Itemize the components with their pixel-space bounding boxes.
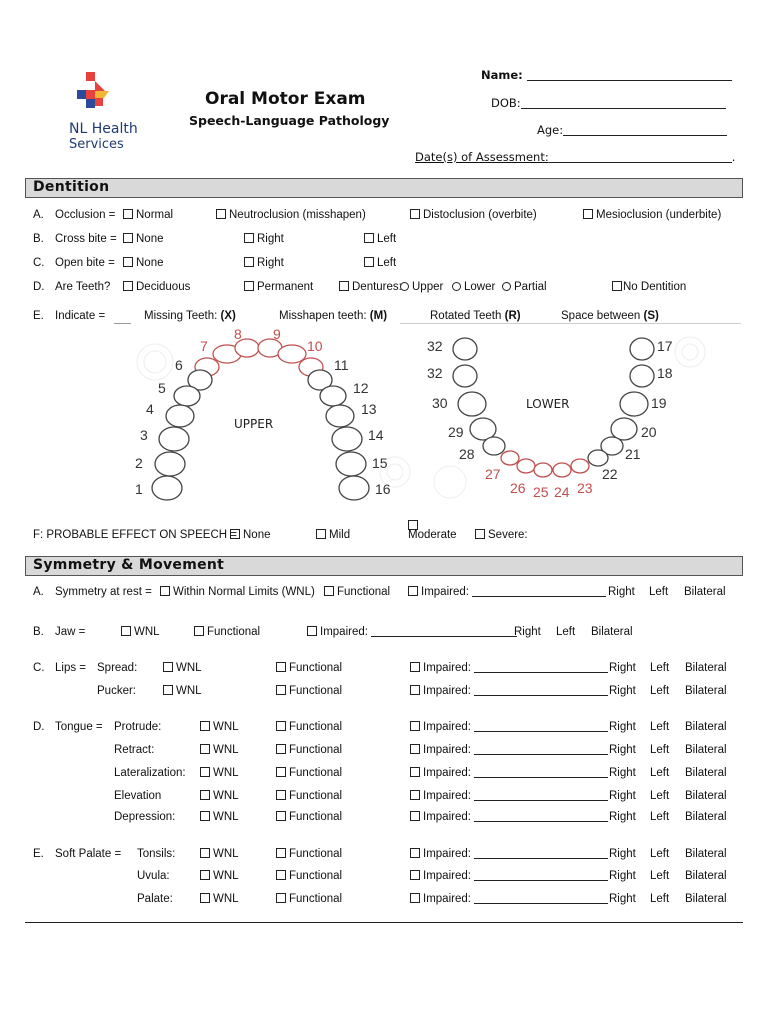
tooth-number: 5 xyxy=(158,380,166,396)
row-letter: B. xyxy=(33,233,44,245)
side-right[interactable]: Right xyxy=(609,870,636,882)
option-label: No Dentition xyxy=(623,281,687,293)
occlusion-mesio-checkbox[interactable] xyxy=(583,209,721,221)
option-label: WNL xyxy=(134,626,160,638)
option-label: Functional xyxy=(289,870,343,882)
option-label: Functional xyxy=(289,721,343,733)
row-letter: D. xyxy=(33,281,45,293)
openbite-left-checkbox[interactable] xyxy=(364,257,396,269)
option-label: Mesioclusion (underbite) xyxy=(596,209,722,221)
age-field[interactable] xyxy=(537,123,727,137)
option-label: Functional xyxy=(337,586,391,598)
functional-checkbox[interactable] xyxy=(276,893,342,905)
impaired-field[interactable] xyxy=(410,811,608,823)
misshapen-teeth-label: Misshapen teeth: (M) xyxy=(279,310,388,322)
crossbite-label: Cross bite = xyxy=(55,233,117,245)
functional-checkbox[interactable] xyxy=(276,848,342,860)
option-label: Impaired: xyxy=(423,767,471,779)
tooth-number: 27 xyxy=(485,466,501,482)
dob-field[interactable] xyxy=(491,96,726,110)
indicate-label: Indicate = xyxy=(55,310,106,322)
dentures-partial-radio[interactable] xyxy=(502,281,547,293)
jaw-impaired-field[interactable] xyxy=(307,626,517,638)
tooth-number: 16 xyxy=(375,481,391,497)
missing-teeth-label: Missing Teeth: (X) xyxy=(144,310,236,322)
side-bilateral[interactable]: Bilateral xyxy=(685,893,727,905)
functional-checkbox[interactable] xyxy=(276,811,342,823)
option-label: Functional xyxy=(289,848,343,860)
row-letter: A. xyxy=(33,209,44,221)
side-left[interactable]: Left xyxy=(650,685,670,697)
tongue-item-label: Lateralization: xyxy=(114,767,186,779)
lips-spread-label: Spread: xyxy=(97,662,138,674)
page-title: Oral Motor Exam xyxy=(205,89,366,109)
option-label: Dentures: xyxy=(352,281,402,293)
upper-arch-diagram xyxy=(125,322,415,512)
jaw-label: Jaw = xyxy=(55,626,86,638)
functional-checkbox[interactable] xyxy=(276,790,342,802)
name-field[interactable] xyxy=(481,68,732,82)
rotated-teeth-label: Rotated Teeth (R) xyxy=(430,310,521,322)
impaired-field[interactable] xyxy=(410,721,608,733)
option-label: WNL xyxy=(213,893,239,905)
lips-label: Lips = xyxy=(55,662,87,674)
side-right[interactable]: Right xyxy=(609,744,636,756)
option-label: Partial xyxy=(514,281,547,293)
impaired-field[interactable] xyxy=(410,848,608,860)
option-label: Neutroclusion (misshapen) xyxy=(229,209,366,221)
date-label: Date(s) of Assessment: xyxy=(415,150,549,164)
option-label: Impaired: xyxy=(423,662,471,674)
side-bilateral[interactable]: Bilateral xyxy=(685,744,727,756)
side-bilateral[interactable]: Bilateral xyxy=(685,685,727,697)
option-label: Distoclusion (overbite) xyxy=(423,209,537,221)
teeth-label: Are Teeth? xyxy=(55,281,111,293)
option-label: WNL xyxy=(213,790,239,802)
tooth-number: 3 xyxy=(140,427,148,443)
option-label: Permanent xyxy=(257,281,314,293)
side-right[interactable]: Right xyxy=(609,685,636,697)
functional-checkbox[interactable] xyxy=(276,870,342,882)
functional-checkbox[interactable] xyxy=(276,685,342,697)
option-label: Impaired: xyxy=(423,811,471,823)
tooth-number: 21 xyxy=(625,446,641,462)
row-letter: E. xyxy=(33,848,44,860)
side-right[interactable]: Right xyxy=(609,811,636,823)
option-label: Functional xyxy=(289,662,343,674)
dentures-upper-radio[interactable] xyxy=(400,281,443,293)
impaired-field[interactable] xyxy=(410,744,608,756)
tooth-number: 22 xyxy=(602,466,618,482)
option-label: Severe: xyxy=(488,529,528,541)
option-label: WNL xyxy=(213,767,239,779)
option-label: Impaired: xyxy=(423,790,471,802)
functional-checkbox[interactable] xyxy=(276,662,342,674)
side-left[interactable]: Left xyxy=(650,744,670,756)
tooth-number: 7 xyxy=(200,338,208,354)
row-letter: E. xyxy=(33,310,44,322)
wnl-checkbox[interactable] xyxy=(200,721,239,733)
palate-item-label: Palate: xyxy=(137,893,173,905)
impaired-field[interactable] xyxy=(410,662,608,674)
tooth-number: 10 xyxy=(307,338,323,354)
side-right[interactable]: Right xyxy=(609,893,636,905)
openbite-label: Open bite = xyxy=(55,257,115,269)
wnl-checkbox[interactable] xyxy=(200,767,239,779)
wnl-checkbox[interactable] xyxy=(200,811,239,823)
space-between-label: Space between (S) xyxy=(561,310,659,322)
bottom-divider xyxy=(25,922,743,923)
tongue-item-label: Retract: xyxy=(114,744,155,756)
brand-name: NL Health xyxy=(69,121,138,137)
option-label: Impaired: xyxy=(423,744,471,756)
tooth-number: 20 xyxy=(641,424,657,440)
jaw-functional-checkbox[interactable] xyxy=(194,626,260,638)
age-label: Age: xyxy=(537,123,564,137)
side-bilateral[interactable]: Bilateral xyxy=(685,662,727,674)
tooth-number: 13 xyxy=(361,401,377,417)
tooth-number: 30 xyxy=(432,395,448,411)
effect-none-checkbox[interactable] xyxy=(230,529,271,541)
side-left[interactable]: Left xyxy=(650,811,670,823)
option-label: Impaired: xyxy=(423,685,471,697)
option-label: WNL xyxy=(213,870,239,882)
option-label: Functional xyxy=(289,893,343,905)
row-letter: B. xyxy=(33,626,44,638)
page-subtitle: Speech-Language Pathology xyxy=(189,113,390,128)
option-label: Lower xyxy=(464,281,496,293)
side-left[interactable]: Left xyxy=(650,870,670,882)
option-label: Mild xyxy=(329,529,351,541)
no-dentition-checkbox[interactable] xyxy=(612,281,686,293)
dob-label: DOB: xyxy=(491,96,521,110)
rest-impaired-field[interactable] xyxy=(408,586,606,598)
row-letter: C. xyxy=(33,257,45,269)
symmetry-heading: Symmetry & Movement xyxy=(33,557,225,573)
tooth-number: 28 xyxy=(459,446,475,462)
tongue-label: Tongue = xyxy=(55,721,103,733)
tooth-number: 9 xyxy=(273,326,281,342)
lower-arch-diagram xyxy=(420,322,720,502)
option-label: Left xyxy=(377,233,397,245)
wnl-checkbox[interactable] xyxy=(200,870,239,882)
tooth-number: 8 xyxy=(234,326,242,342)
effect-severe-checkbox[interactable] xyxy=(475,529,528,541)
option-label: None xyxy=(243,529,271,541)
tooth-number: 12 xyxy=(353,380,369,396)
impaired-field[interactable] xyxy=(410,767,608,779)
impaired-field[interactable] xyxy=(410,893,608,905)
palate-item-label: Tonsils: xyxy=(137,848,176,860)
palate-item-label: Uvula: xyxy=(137,870,170,882)
wnl-checkbox[interactable] xyxy=(200,893,239,905)
option-label: Upper xyxy=(412,281,444,293)
dentition-heading: Dentition xyxy=(33,179,110,195)
option-label: WNL xyxy=(213,811,239,823)
wnl-checkbox[interactable] xyxy=(200,744,239,756)
option-label: Functional xyxy=(289,811,343,823)
option-label: Functional xyxy=(289,685,343,697)
effect-mild-checkbox[interactable] xyxy=(316,529,350,541)
option-label: Functional xyxy=(207,626,261,638)
wnl-checkbox[interactable] xyxy=(200,848,239,860)
dentures-checkbox[interactable] xyxy=(339,281,402,293)
rest-wnl-checkbox[interactable] xyxy=(160,586,315,598)
option-label: Right xyxy=(257,257,284,269)
rest-functional-checkbox[interactable] xyxy=(324,586,390,598)
impaired-field[interactable] xyxy=(410,790,608,802)
occlusion-disto-checkbox[interactable] xyxy=(410,209,537,221)
side-left[interactable]: Left xyxy=(650,662,670,674)
logo-mark-icon xyxy=(74,70,120,116)
effect-label: F: PROBABLE EFFECT ON SPEECH = xyxy=(33,529,237,541)
openbite-none-checkbox[interactable] xyxy=(123,257,164,269)
option-label: WNL xyxy=(213,721,239,733)
lips-pucker-label: Pucker: xyxy=(97,685,136,697)
openbite-right-checkbox[interactable] xyxy=(244,257,284,269)
tongue-item-label: Elevation xyxy=(114,790,162,802)
option-label: Impaired: xyxy=(423,870,471,882)
option-label: Impaired: xyxy=(421,586,469,598)
tooth-number: 32 xyxy=(427,338,443,354)
tooth-number: 19 xyxy=(651,395,667,411)
option-label: Functional xyxy=(289,790,343,802)
upper-label: UPPER xyxy=(234,417,274,431)
option-label: Normal xyxy=(136,209,174,221)
side-left[interactable]: Left xyxy=(650,848,670,860)
crossbite-right-checkbox[interactable] xyxy=(244,233,284,245)
lower-label: LOWER xyxy=(526,397,570,411)
name-label: Name: xyxy=(481,68,523,82)
tooth-number: 24 xyxy=(554,484,570,500)
functional-checkbox[interactable] xyxy=(276,721,342,733)
side-bilateral[interactable]: Bilateral xyxy=(684,586,726,598)
option-label: Within Normal Limits (WNL) xyxy=(173,586,315,598)
option-label: WNL xyxy=(213,848,239,860)
wnl-checkbox[interactable] xyxy=(163,685,202,697)
tooth-number: 26 xyxy=(510,480,526,496)
functional-checkbox[interactable] xyxy=(276,744,342,756)
symmetry-section-bar xyxy=(25,556,743,576)
tooth-number: 32 xyxy=(427,365,443,381)
tooth-number: 6 xyxy=(175,357,183,373)
side-left[interactable]: Left xyxy=(649,586,669,598)
tooth-number: 23 xyxy=(577,480,593,496)
side-left[interactable]: Left xyxy=(650,790,670,802)
option-label: Right xyxy=(257,233,284,245)
option-label: Impaired: xyxy=(320,626,368,638)
side-bilateral[interactable]: Bilateral xyxy=(685,790,727,802)
impaired-field[interactable] xyxy=(410,685,608,697)
side-left[interactable]: Left xyxy=(650,767,670,779)
assessment-date-field[interactable]: Date(s) of Assessment: . xyxy=(415,150,736,164)
tooth-number: 17 xyxy=(657,338,673,354)
side-right[interactable]: Right xyxy=(609,721,636,733)
row-letter: A. xyxy=(33,586,44,598)
tooth-number: 1 xyxy=(135,481,143,497)
option-label: WNL xyxy=(176,685,202,697)
tooth-number: 14 xyxy=(368,427,384,443)
crossbite-none-checkbox[interactable] xyxy=(123,233,164,245)
side-right[interactable]: Right xyxy=(609,848,636,860)
side-right[interactable]: Right xyxy=(608,586,635,598)
side-left[interactable]: Left xyxy=(556,626,576,638)
option-label: WNL xyxy=(213,744,239,756)
option-label: WNL xyxy=(176,662,202,674)
option-label: Left xyxy=(377,257,397,269)
tooth-number: 25 xyxy=(533,484,549,500)
side-left[interactable]: Left xyxy=(650,893,670,905)
brand-subname: Services xyxy=(69,137,124,152)
side-bilateral[interactable]: Bilateral xyxy=(685,811,727,823)
side-bilateral[interactable]: Bilateral xyxy=(685,848,727,860)
teeth-permanent-checkbox[interactable] xyxy=(244,281,313,293)
option-label: None xyxy=(136,233,164,245)
occlusion-normal-checkbox[interactable] xyxy=(123,209,173,221)
option-label: Functional xyxy=(289,744,343,756)
side-left[interactable]: Left xyxy=(650,721,670,733)
occlusion-label: Occlusion = xyxy=(55,209,116,221)
rest-label: Symmetry at rest = xyxy=(55,586,152,598)
dentition-section-bar xyxy=(25,178,743,198)
row-letter: C. xyxy=(33,662,45,674)
side-right[interactable]: Right xyxy=(609,662,636,674)
option-label: Functional xyxy=(289,767,343,779)
tongue-item-label: Depression: xyxy=(114,811,176,823)
dentures-lower-radio[interactable] xyxy=(452,281,495,293)
tooth-number: 29 xyxy=(448,424,464,440)
teeth-deciduous-checkbox[interactable] xyxy=(123,281,190,293)
option-label: Impaired: xyxy=(423,721,471,733)
tooth-number: 11 xyxy=(334,357,349,373)
impaired-field[interactable] xyxy=(410,870,608,882)
tooth-number: 2 xyxy=(135,455,143,471)
crossbite-left-checkbox[interactable] xyxy=(364,233,396,245)
tooth-number: 15 xyxy=(372,455,388,471)
effect-moderate-label: Moderate xyxy=(408,529,457,541)
row-letter: D. xyxy=(33,721,45,733)
side-right[interactable]: Right xyxy=(514,626,541,638)
tooth-number: 18 xyxy=(657,365,673,381)
tongue-item-label: Protrude: xyxy=(114,721,162,733)
functional-checkbox[interactable] xyxy=(276,767,342,779)
jaw-wnl-checkbox[interactable] xyxy=(121,626,160,638)
wnl-checkbox[interactable] xyxy=(200,790,239,802)
wnl-checkbox[interactable] xyxy=(163,662,202,674)
side-bilateral[interactable]: Bilateral xyxy=(685,870,727,882)
tooth-number: 4 xyxy=(146,401,154,417)
option-label: Impaired: xyxy=(423,893,471,905)
side-right[interactable]: Right xyxy=(609,790,636,802)
option-label: None xyxy=(136,257,164,269)
option-label: Impaired: xyxy=(423,848,471,860)
side-bilateral[interactable]: Bilateral xyxy=(685,767,727,779)
occlusion-neutro-checkbox[interactable] xyxy=(216,209,366,221)
palate-label: Soft Palate = xyxy=(55,848,122,860)
side-bilateral[interactable]: Bilateral xyxy=(591,626,633,638)
option-label: Deciduous xyxy=(136,281,191,293)
side-bilateral[interactable]: Bilateral xyxy=(685,721,727,733)
side-right[interactable]: Right xyxy=(609,767,636,779)
